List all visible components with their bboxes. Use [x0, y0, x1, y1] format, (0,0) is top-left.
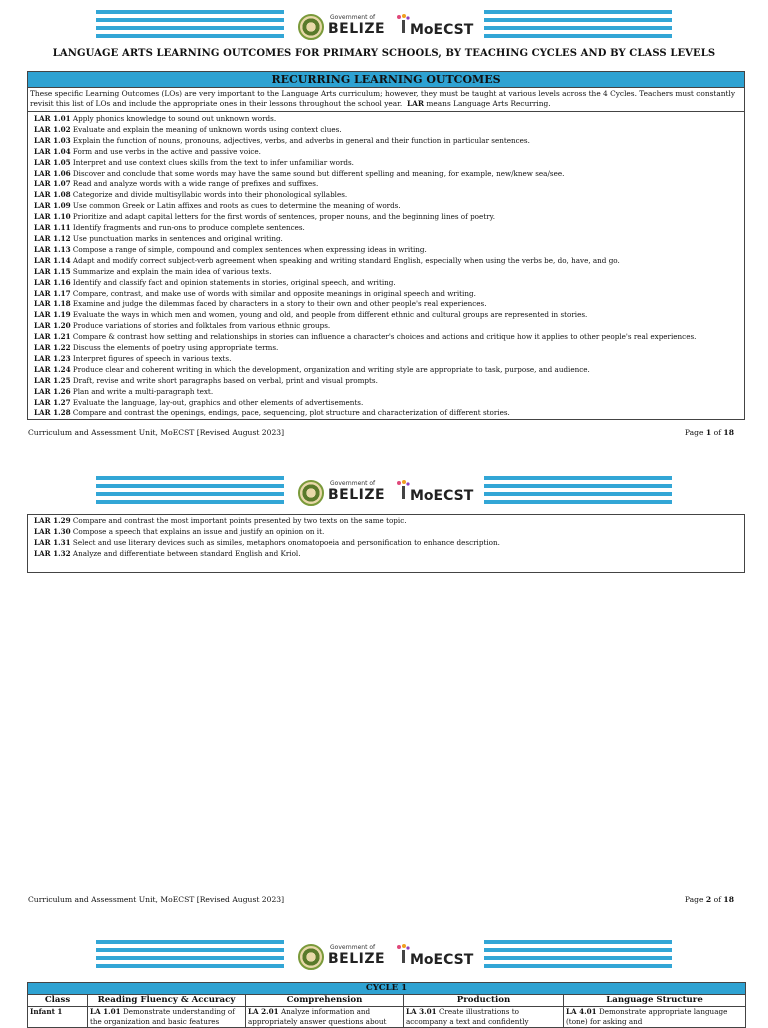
outcome-text: Use punctuation marks in sentences and original writing. [72, 233, 283, 243]
list-item [34, 343, 744, 354]
class-cell: Infant 1 [28, 1007, 88, 1028]
outcome-code: LAR 1.16 [34, 277, 71, 287]
list-item [34, 201, 744, 212]
gov-small-text: Government of [330, 14, 376, 21]
outcome-code: LAR 1.18 [34, 299, 71, 309]
outcome-text: Draft, revise and write short paragraphs based on verbal, print and visual prompts. [72, 375, 378, 385]
moecst-text: MoECST [410, 488, 474, 504]
recurring-intro [28, 88, 744, 112]
list-item [34, 190, 744, 201]
page-label: Page [684, 895, 706, 904]
outcome-cell [404, 1007, 564, 1028]
list-item [34, 365, 744, 376]
gov-belize-text: BELIZE [328, 487, 386, 503]
outcome-text: Discover and conclude that some words may have the same sound but different spelling and meaning, for example, new/knew sea/see. [72, 168, 565, 178]
gov-belize-text: BELIZE [328, 951, 386, 967]
outcome-text: Compare & contrast how setting and relationships in stories can influence a character's choices and actions and critique how it applies to other people's real experiences. [72, 332, 697, 342]
list-item [34, 147, 744, 158]
list-item [34, 114, 744, 125]
decorative-stripes-left [96, 940, 284, 976]
moecst-text: MoECST [410, 22, 474, 38]
list-item [34, 136, 744, 147]
outcome-code: LA 4.01 [566, 1007, 597, 1016]
outcome-text: Identify and classify fact and opinion statements in stories, original speech, and writing. [72, 277, 396, 287]
recurring-outcome-list [28, 112, 744, 419]
list-item [34, 398, 744, 409]
list-item [34, 125, 744, 136]
page-current: 2 [705, 895, 712, 904]
belize-seal-icon [298, 480, 324, 506]
column-header: Comprehension [246, 995, 404, 1007]
outcome-code: LAR 1.04 [34, 146, 71, 156]
outcome-code: LAR 1.15 [34, 266, 71, 276]
page-total: 18 [723, 428, 734, 437]
list-item [34, 289, 744, 300]
column-header: Production [404, 995, 564, 1007]
list-item [34, 234, 744, 245]
gov-belize-text: BELIZE [328, 21, 386, 37]
list-item [34, 278, 744, 289]
cycle-1-table [27, 982, 746, 1028]
outcome-text: Analyze information and appropriately answer questions about [248, 1007, 387, 1026]
outcome-code: LAR 1.28 [34, 408, 71, 418]
table-row [28, 1007, 746, 1028]
cycle-heading: CYCLE 1 [28, 983, 746, 995]
outcome-cell [88, 1007, 246, 1028]
outcome-text: Compare, contrast, and make use of words with similar and opposite meanings in original speech and writing. [72, 288, 476, 298]
outcome-code: LAR 1.14 [34, 255, 71, 265]
outcome-text: Evaluate and explain the meaning of unknown words using context clues. [72, 124, 342, 134]
outcome-text: Compare and contrast the openings, endings, pace, sequencing, plot structure and characterization of different stories. [72, 408, 510, 418]
outcome-text: Compose a speech that explains an issue and justify an opinion on it. [72, 526, 325, 536]
outcome-code: LAR 1.20 [34, 321, 71, 331]
list-item [34, 299, 744, 310]
outcome-code: LAR 1.29 [34, 516, 71, 525]
outcome-code: LAR 1.32 [34, 548, 71, 558]
list-item [34, 354, 744, 365]
list-item [34, 408, 744, 419]
decorative-stripes-right [484, 10, 672, 46]
outcome-code: LAR 1.08 [34, 190, 71, 200]
column-header: Reading Fluency & Accuracy [88, 995, 246, 1007]
outcome-text: Compare and contrast the most important points presented by two texts on the same topic. [72, 516, 407, 525]
list-item [34, 158, 744, 169]
list-item [34, 223, 744, 234]
intro-tail: means Language Arts Recurring. [424, 99, 551, 108]
outcome-code: LAR 1.21 [34, 332, 71, 342]
recurring-outcome-list-continued [28, 515, 744, 560]
outcome-cell [246, 1007, 404, 1028]
list-item [34, 245, 744, 256]
page-number [685, 895, 734, 904]
page-number [685, 428, 734, 437]
list-item [34, 516, 744, 527]
outcome-text: Demonstrate understanding of the organization and basic features [90, 1007, 235, 1026]
list-item [34, 179, 744, 190]
list-item [34, 256, 744, 267]
outcome-text: Evaluate the language, lay-out, graphics and other elements of advertisements. [72, 397, 364, 407]
column-header: Class [28, 995, 88, 1007]
outcome-code: LAR 1.17 [34, 288, 71, 298]
list-item [34, 538, 744, 549]
outcome-text: Produce clear and coherent writing in which the development, organization and writing style are appropriate to task, purpose, and audience. [72, 364, 590, 374]
outcome-code: LAR 1.22 [34, 343, 71, 353]
outcome-code: LAR 1.19 [34, 310, 71, 320]
outcome-text: Plan and write a multi-paragraph text. [72, 386, 214, 396]
outcome-code: LAR 1.26 [34, 386, 71, 396]
outcome-code: LA 1.01 [90, 1007, 121, 1016]
outcome-text: Read and analyze words with a wide range of prefixes and suffixes. [72, 179, 319, 189]
list-item [34, 376, 744, 387]
outcome-code: LAR 1.24 [34, 364, 71, 374]
outcome-code: LAR 1.05 [34, 157, 71, 167]
outcome-code: LAR 1.07 [34, 179, 71, 189]
outcome-code: LAR 1.23 [34, 353, 71, 363]
list-item [34, 321, 744, 332]
column-header: Language Structure [564, 995, 746, 1007]
gov-small-text: Government of [330, 944, 376, 951]
list-item [34, 212, 744, 223]
page-of: of [711, 428, 724, 437]
list-item [34, 527, 744, 538]
outcome-code: LA 3.01 [406, 1007, 437, 1016]
outcome-text: Summarize and explain the main idea of various texts. [72, 266, 272, 276]
page-of: of [711, 895, 724, 904]
outcome-text: Produce variations of stories and folktales from various ethnic groups. [72, 321, 331, 331]
recurring-outcomes-box [27, 71, 745, 420]
outcome-code: LAR 1.06 [34, 168, 71, 178]
moecst-logo-icon [396, 944, 410, 964]
belize-seal-icon [298, 944, 324, 970]
outcome-text: Discuss the elements of poetry using appropriate terms. [72, 343, 279, 353]
outcome-text: Examine and judge the dilemmas faced by characters in a story to their own and other people's real experiences. [72, 299, 487, 309]
outcome-text: Compose a range of simple, compound and complex sentences when expressing ideas in writing. [72, 244, 427, 254]
recurring-outcomes-heading: RECURRING LEARNING OUTCOMES [28, 72, 744, 88]
outcome-code: LAR 1.03 [34, 135, 71, 145]
outcome-code: LAR 1.09 [34, 201, 71, 211]
moecst-logo-icon [396, 480, 410, 500]
outcome-code: LAR 1.01 [34, 114, 71, 123]
decorative-stripes-left [96, 476, 284, 512]
belize-seal-icon [298, 14, 324, 40]
recurring-outcomes-continued-box [27, 514, 745, 573]
outcome-text: Select and use literary devices such as similes, metaphors onomatopoeia and personification to enhance description. [72, 537, 500, 547]
outcome-code: LAR 1.10 [34, 212, 71, 222]
outcome-code: LAR 1.02 [34, 124, 71, 134]
outcome-text: Prioritize and adapt capital letters for the first words of sentences, proper nouns, and the beginning lines of poetry. [72, 212, 495, 222]
footer-credit: Curriculum and Assessment Unit, MoECST [Revised August 2023] [28, 428, 285, 437]
outcome-text: Evaluate the ways in which men and women, young and old, and people from different ethnic and cultural groups are represented in stories. [72, 310, 588, 320]
intro-code: LAR [406, 99, 425, 108]
list-item [34, 169, 744, 180]
page-current: 1 [705, 428, 712, 437]
outcome-text: Adapt and modify correct subject-verb agreement when speaking and writing standard English, especially when using the verbs be, do, have, and go. [72, 255, 620, 265]
gov-small-text: Government of [330, 480, 376, 487]
outcome-text: Demonstrate appropriate language (tone) for asking and [566, 1007, 728, 1026]
outcome-code: LAR 1.13 [34, 244, 71, 254]
outcome-cell [564, 1007, 746, 1028]
outcome-text: Form and use verbs in the active and passive voice. [72, 146, 261, 156]
outcome-code: LAR 1.31 [34, 537, 71, 547]
outcome-code: LA 2.01 [248, 1007, 279, 1016]
outcome-text: Identify fragments and run-ons to produce complete sentences. [72, 223, 305, 233]
outcome-text: Interpret and use context clues skills from the text to infer unfamiliar words. [72, 157, 354, 167]
decorative-stripes-right [484, 940, 672, 976]
outcome-code: LAR 1.12 [34, 233, 71, 243]
outcome-text: Analyze and differentiate between standard English and Kriol. [72, 548, 301, 558]
footer-credit: Curriculum and Assessment Unit, MoECST [Revised August 2023] [28, 895, 285, 904]
outcome-code: LAR 1.30 [34, 526, 71, 536]
decorative-stripes-left [96, 10, 284, 46]
outcome-text: Apply phonics knowledge to sound out unknown words. [72, 114, 277, 123]
moecst-text: MoECST [410, 952, 474, 968]
outcome-text: Categorize and divide multisyllabic words into their phonological syllables. [72, 190, 348, 200]
list-item [34, 387, 744, 398]
list-item [34, 310, 744, 321]
outcome-text: Explain the function of nouns, pronouns, adjectives, verbs, and adverbs in general and their function in particular sentences. [72, 135, 530, 145]
list-item [34, 549, 744, 560]
page-label: Page [684, 428, 706, 437]
outcome-text: Interpret figures of speech in various texts. [72, 353, 232, 363]
outcome-code: LAR 1.11 [34, 223, 71, 233]
outcome-code: LAR 1.27 [34, 397, 71, 407]
list-item [34, 267, 744, 278]
decorative-stripes-right [484, 476, 672, 512]
outcome-text: Create illustrations to accompany a text and confidently [406, 1007, 529, 1026]
moecst-logo-icon [396, 14, 410, 34]
page-total: 18 [723, 895, 734, 904]
outcome-code: LAR 1.25 [34, 375, 71, 385]
list-item [34, 332, 744, 343]
document-title: LANGUAGE ARTS LEARNING OUTCOMES FOR PRIMARY SCHOOLS, BY TEACHING CYCLES AND BY CLASS LEVELS [52, 48, 716, 59]
outcome-text: Use common Greek or Latin affixes and roots as cues to determine the meaning of words. [72, 201, 401, 211]
intro-text: These specific Learning Outcomes (LOs) are very important to the Language Arts curriculum; however, they must be taught at various levels across the 4 Cycles. Teachers must constantly revisit this list of LOs and include the appropriate ones in their lessons throughout the school year. [30, 89, 736, 108]
